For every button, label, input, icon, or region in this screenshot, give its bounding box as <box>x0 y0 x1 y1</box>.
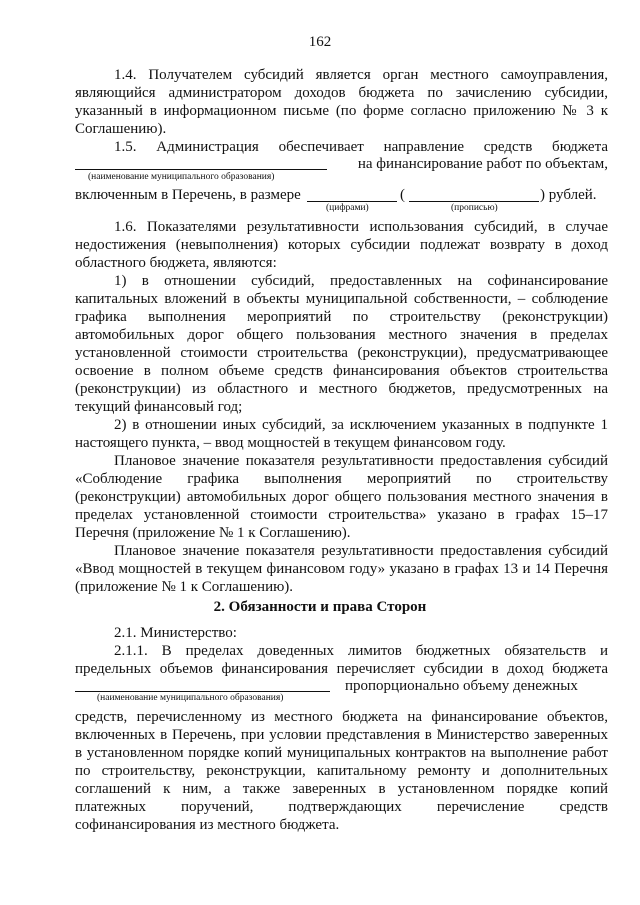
s2-1-1-line-6: в установленном порядке копий муниципальных контрактов на выполнение работ <box>75 745 608 761</box>
s2-1-1-line-5: включенных в Перечень, при условии представления в Министерство заверенных <box>75 727 608 743</box>
s2-1-1-line-7: по строительству, реконструкции, капитальному ремонту и дополнительных <box>75 763 608 779</box>
item-2-line-1: 2) в отношении иных субсидий, за исключением указанных в подпункте 1 <box>114 417 608 433</box>
section-2-heading: 2. Обязанности и права Сторон <box>213 599 427 615</box>
item-1-line-6: освоение в полном объеме средств финансирования объектов строительства <box>75 363 608 379</box>
amount-digits-blank <box>307 201 397 202</box>
item-1-line-1: 1) в отношении субсидий, предоставленных на софинансирование <box>114 273 608 289</box>
municipality-name-caption: (наименование муниципального образования) <box>88 172 275 182</box>
p1-4-line-3: указанный в информационном письме (по форме согласно приложению № 3 к <box>75 103 608 119</box>
planned-value-1-line-5: Перечня (приложение № 1 к Соглашению). <box>75 525 351 541</box>
item-1-line-2: капитальных вложений в объекты муниципальной собственности, – соблюдение <box>75 291 608 307</box>
s2-1-1-line-3: пропорционально объему денежных <box>345 678 578 694</box>
planned-value-1-line-3: (реконструкции) автомобильных дорог общего пользования местного значения в <box>75 489 608 505</box>
p1-5-line-3-start: включенным в Перечень, в размере <box>75 187 301 203</box>
s2-1-1-line-9: платежных поручений, подтверждающих перечисление средств <box>75 799 608 815</box>
s2-1-1-line-4: средств, перечисленному из местного бюджета на финансирование объектов, <box>75 709 608 725</box>
planned-value-2-line-3: (приложение № 1 к Соглашению). <box>75 579 294 595</box>
p1-5-line-1: 1.5. Администрация обеспечивает направление средств бюджета <box>114 139 608 155</box>
p1-5-line-3-end: ) рублей. <box>540 187 597 203</box>
planned-value-1-line-1: Плановое значение показателя результативности предоставления субсидий <box>114 453 608 469</box>
p1-6-line-3: областного бюджета, являются: <box>75 255 277 271</box>
s2-1-1-line-8: соглашений к ним, а также заверенных в установленном порядке копий <box>75 781 608 797</box>
item-1-line-4: автомобильных дорог общего пользования местного значения в пределах <box>75 327 608 343</box>
p1-4-line-1: 1.4. Получателем субсидий является орган местного самоуправления, <box>114 67 608 83</box>
paren-open: ( <box>400 187 405 203</box>
planned-value-1-line-4: пределах установленной стоимости строительства» указано в графах 15–17 <box>75 507 608 523</box>
p1-6-line-2: недостижения (невыполнения) которых субсидии подлежат возврату в доход <box>75 237 608 253</box>
item-1-line-3: графика выполнения мероприятий по строительству (реконструкции) <box>75 309 608 325</box>
planned-value-1-line-2: «Соблюдение графика выполнения мероприятий по строительству <box>75 471 608 487</box>
words-caption: (прописью) <box>451 203 498 213</box>
item-1-line-5: установленной стоимости строительства (реконструкции), предусматривающее <box>75 345 608 361</box>
s2-1-1-line-2: предельных объемов финансирования перечисляет субсидии в доход бюджета <box>75 661 608 677</box>
s2-1-line: 2.1. Министерство: <box>114 625 237 641</box>
amount-words-blank <box>409 201 539 202</box>
p1-4-line-2: являющийся администратором доходов бюджета по зачислению субсидии, <box>75 85 608 101</box>
digits-caption: (цифрами) <box>326 203 369 213</box>
page-number: 162 <box>308 34 332 50</box>
municipality-name-blank-2 <box>75 691 330 692</box>
item-2-line-2: настоящего пункта, – ввод мощностей в текущем финансовом году. <box>75 435 506 451</box>
item-1-line-8: текущий финансовый год; <box>75 399 243 415</box>
p1-5-line-2: на финансирование работ по объектам, <box>357 156 608 172</box>
planned-value-2-line-2: «Ввод мощностей в текущем финансовом году» указано в графах 13 и 14 Перечня <box>75 561 608 577</box>
p1-4-line-4: Соглашению). <box>75 121 167 137</box>
item-1-line-7: (реконструкции) из областного и местного бюджетов, предусмотренных на <box>75 381 608 397</box>
municipality-name-caption-2: (наименование муниципального образования) <box>97 693 284 703</box>
s2-1-1-line-10: софинансирования из местного бюджета. <box>75 817 340 833</box>
s2-1-1-line-1: 2.1.1. В пределах доведенных лимитов бюджетных обязательств и <box>114 643 608 659</box>
p1-6-line-1: 1.6. Показателями результативности использования субсидий, в случае <box>114 219 608 235</box>
municipality-name-blank <box>75 169 327 170</box>
planned-value-2-line-1: Плановое значение показателя результативности предоставления субсидий <box>114 543 608 559</box>
